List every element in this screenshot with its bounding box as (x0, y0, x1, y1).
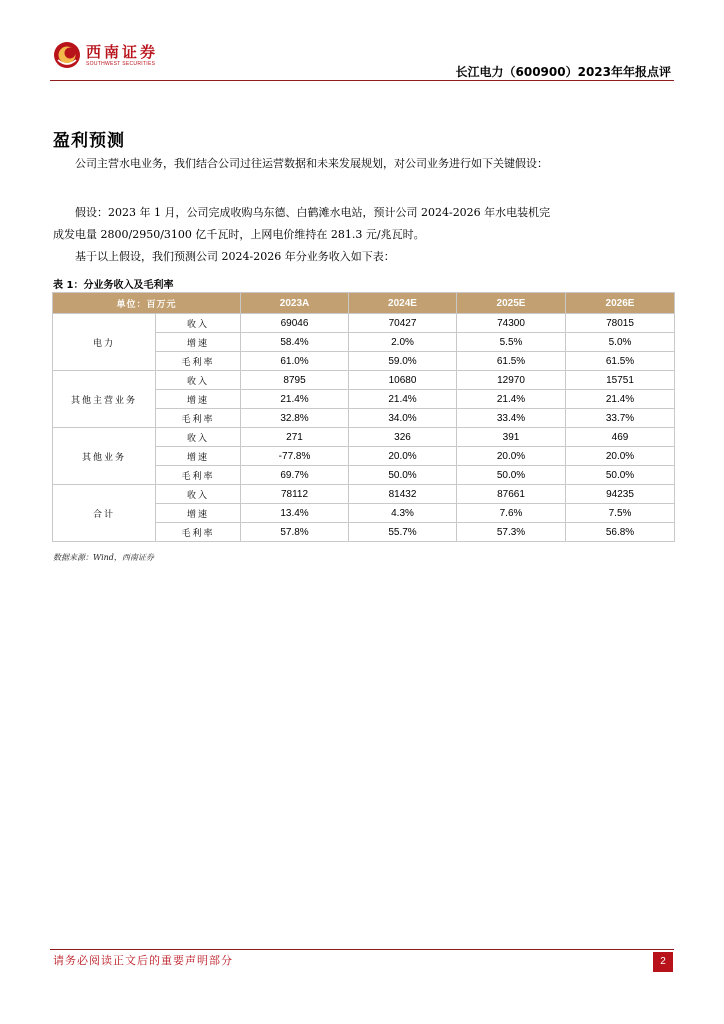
metric-cell: 收入 (156, 371, 241, 390)
report-title: 长江电力（600900）2023年年报点评 (455, 65, 671, 79)
footer-disclaimer: 请务必阅读正文后的重要声明部分 (53, 954, 233, 967)
value-cell: 5.0% (566, 333, 675, 352)
value-cell: 21.4% (241, 390, 349, 409)
value-cell: 94235 (566, 485, 675, 504)
metric-cell: 收入 (156, 485, 241, 504)
value-cell: 20.0% (457, 447, 566, 466)
value-cell: 34.0% (349, 409, 457, 428)
metric-cell: 增速 (156, 390, 241, 409)
revenue-margin-table (52, 292, 675, 542)
value-cell: 20.0% (566, 447, 675, 466)
column-header: 2026E (566, 293, 675, 314)
column-header: 2023A (241, 293, 349, 314)
value-cell: 391 (457, 428, 566, 447)
unit-header: 单位：百万元 (53, 293, 241, 314)
value-cell: 21.4% (349, 390, 457, 409)
column-header: 2025E (457, 293, 566, 314)
value-cell: 326 (349, 428, 457, 447)
value-cell: 12970 (457, 371, 566, 390)
metric-cell: 增速 (156, 504, 241, 523)
paragraph-intro: 公司主营水电业务，我们结合公司过往运营数据和未来发展规划，对公司业务进行如下关键假设： (75, 157, 548, 170)
value-cell: 32.8% (241, 409, 349, 428)
value-cell: 56.8% (566, 523, 675, 542)
value-cell: 15751 (566, 371, 675, 390)
table-row (53, 428, 675, 447)
metric-cell: 毛利率 (156, 466, 241, 485)
table-row (53, 485, 675, 504)
footer-divider (50, 949, 674, 950)
value-cell: 50.0% (349, 466, 457, 485)
segment-name-cell: 其他业务 (53, 428, 156, 485)
value-cell: 8795 (241, 371, 349, 390)
value-cell: 57.8% (241, 523, 349, 542)
value-cell: 469 (566, 428, 675, 447)
value-cell: 69.7% (241, 466, 349, 485)
table-row (53, 371, 675, 390)
value-cell: 7.5% (566, 504, 675, 523)
value-cell: 33.7% (566, 409, 675, 428)
value-cell: 87661 (457, 485, 566, 504)
table-source-note: 数据来源：Wind，西南证券 (53, 553, 154, 562)
value-cell: 5.5% (457, 333, 566, 352)
value-cell: 69046 (241, 314, 349, 333)
logo-name-cn: 西南证券 (86, 42, 159, 61)
metric-cell: 毛利率 (156, 523, 241, 542)
metric-cell: 增速 (156, 333, 241, 352)
header-divider (50, 80, 674, 81)
value-cell: 50.0% (566, 466, 675, 485)
value-cell: 33.4% (457, 409, 566, 428)
value-cell: 59.0% (349, 352, 457, 371)
value-cell: 61.5% (457, 352, 566, 371)
value-cell: 74300 (457, 314, 566, 333)
value-cell: 58.4% (241, 333, 349, 352)
value-cell: 57.3% (457, 523, 566, 542)
paragraph-forecast: 基于以上假设，我们预测公司 2024-2026 年分业务收入如下表： (75, 250, 395, 263)
value-cell: 61.0% (241, 352, 349, 371)
value-cell: -77.8% (241, 447, 349, 466)
metric-cell: 毛利率 (156, 409, 241, 428)
value-cell: 70427 (349, 314, 457, 333)
segment-name-cell: 其他主营业务 (53, 371, 156, 428)
logo-name-en: SOUTHWEST SECURITIES (86, 60, 156, 67)
logo-emblem-icon (53, 41, 81, 69)
value-cell: 4.3% (349, 504, 457, 523)
value-cell: 271 (241, 428, 349, 447)
column-header: 2024E (349, 293, 457, 314)
page-number-badge: 2 (653, 952, 673, 972)
table-header-row (53, 293, 675, 314)
value-cell: 7.6% (457, 504, 566, 523)
metric-cell: 毛利率 (156, 352, 241, 371)
value-cell: 21.4% (566, 390, 675, 409)
value-cell: 13.4% (241, 504, 349, 523)
value-cell: 61.5% (566, 352, 675, 371)
value-cell: 20.0% (349, 447, 457, 466)
value-cell: 21.4% (457, 390, 566, 409)
company-logo (53, 41, 158, 69)
value-cell: 55.7% (349, 523, 457, 542)
metric-cell: 收入 (156, 428, 241, 447)
paragraph-assumption: 假设：2023 年 1 月，公司完成收购乌东德、白鹤滩水电站，预计公司 2024-2026 年水电装机完成发电量 2800/2950/3100 亿千瓦时，上网电价维持在 281.3 元/兆瓦时。 (53, 206, 551, 241)
section-title: 盈利预测 (53, 131, 125, 151)
segment-name-cell: 合计 (53, 485, 156, 542)
metric-cell: 增速 (156, 447, 241, 466)
value-cell: 2.0% (349, 333, 457, 352)
value-cell: 50.0% (457, 466, 566, 485)
table-title: 表 1：分业务收入及毛利率 (53, 280, 174, 291)
table-row (53, 314, 675, 333)
value-cell: 78015 (566, 314, 675, 333)
value-cell: 78112 (241, 485, 349, 504)
value-cell: 10680 (349, 371, 457, 390)
segment-name-cell: 电力 (53, 314, 156, 371)
metric-cell: 收入 (156, 314, 241, 333)
value-cell: 81432 (349, 485, 457, 504)
